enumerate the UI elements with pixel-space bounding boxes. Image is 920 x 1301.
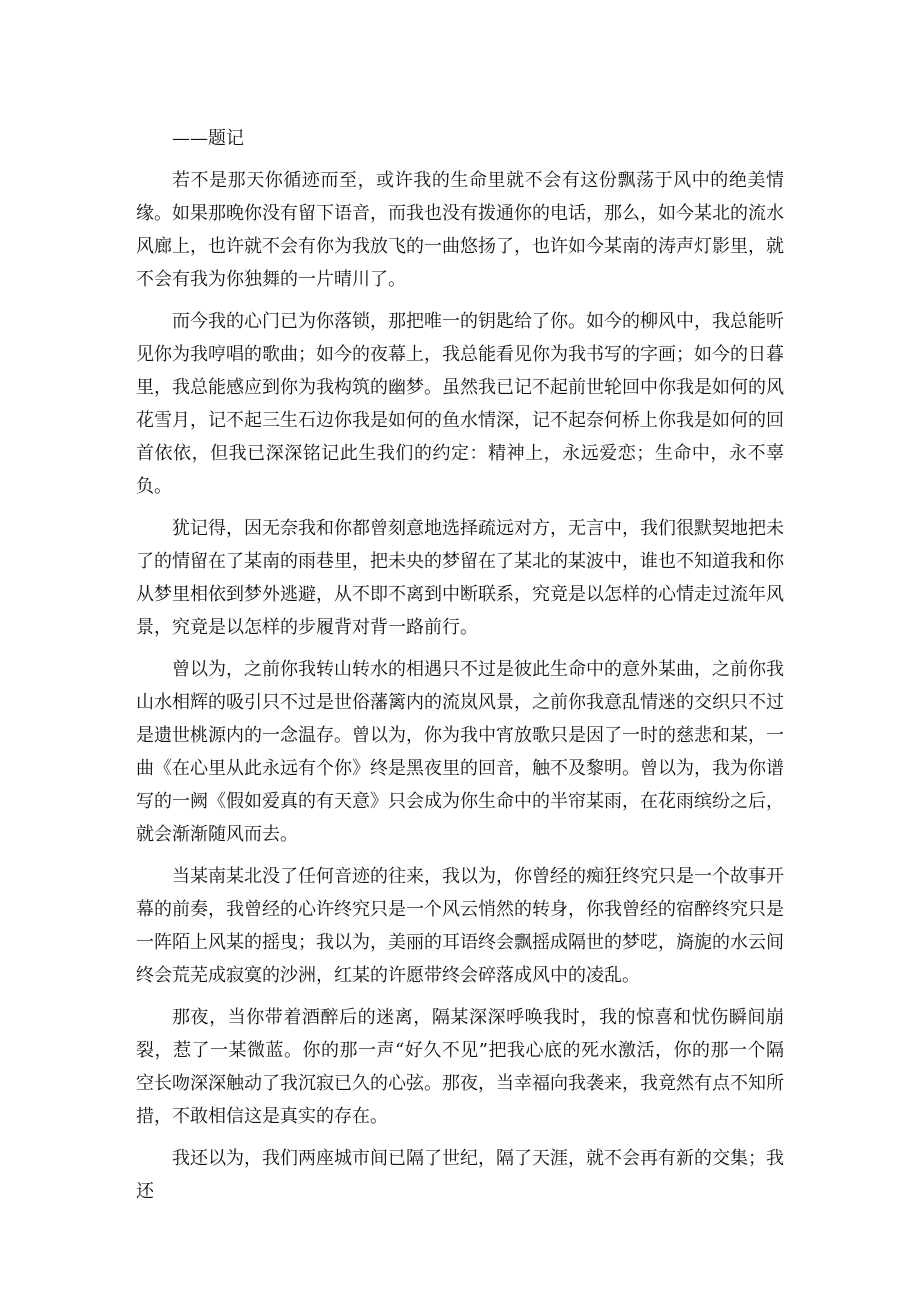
paragraph-4: 曾以为，之前你我转山转水的相遇只不过是彼此生命中的意外某曲，之前你我山水相辉的吸引只不过是世俗藩篱内的流岚风景，之前你我意乱情迷的交织只不过是遗世桃源内的一念温存。曾以为，你为我中宵放歌只是因了一时的慈悲和某，一曲《在心里从此永远有个你》终是黑夜里的回音，触不及黎明。曾以为，我为你谱写的一阙《假如爱真的有天意》只会成为你生命中的半帘某雨，在花雨缤纷之后，就会渐渐随风而去。 xyxy=(136,659,784,845)
paragraph-1: 若不是那天你循迹而至，或许我的生命里就不会有这份飘荡于风中的绝美情缘。如果那晚你没有留下语音，而我也没有拨通你的电话，那么，如今某北的流水风廊上，也许就不会有你为我放飞的一曲悠扬了，也许如今某南的涛声灯影里，就不会有我为你独舞的一片晴川了。 xyxy=(136,170,784,290)
paragraph-3: 犹记得，因无奈我和你都曾刻意地选择疏远对方，无言中，我们很默契地把未了的情留在了某南的雨巷里，把未央的梦留在了某北的某波中，谁也不知道我和你从梦里相依到梦外逃避，从不即不离到中断联系，究竟是以怎样的心情走过流年风景，究竟是以怎样的步履背对背一路前行。 xyxy=(136,518,784,638)
paragraph-6: 那夜，当你带着酒醉后的迷离，隔某深深呼唤我时，我的惊喜和忧伤瞬间崩裂，惹了一某微蓝。你的那一声“好久不见”把我心底的死水激活，你的那一个隔空长吻深深触动了我沉寂已久的心弦。那夜，当幸福向我袭来，我竟然有点不知所措，不敢相信这是真实的存在。 xyxy=(136,1007,784,1127)
epigraph: ——题记 xyxy=(172,128,244,149)
document-body xyxy=(136,122,784,1217)
paragraph-2: 而今我的心门已为你落锁，那把唯一的钥匙给了你。如今的柳风中，我总能听见你为我哼唱的歌曲；如今的夜幕上，我总能看见你为我书写的字画；如今的日暮里，我总能感应到你为我构筑的幽梦。虽然我已记不起前世轮回中你我是如何的风花雪月，记不起三生石边你我是如何的鱼水情深，记不起奈何桥上你我是如何的回首依依，但我已深深铭记此生我们的约定：精神上，永远爱恋；生命中，永不辜负。 xyxy=(136,311,784,497)
paragraph-5: 当某南某北没了任何音迹的往来，我以为，你曾经的痴狂终究只是一个故事开幕的前奏，我曾经的心许终究只是一个风云悄然的转身，你我曾经的宿醉终究只是一阵陌上风某的摇曳；我以为，美丽的耳语终会飘摇成隔世的梦呓，旖旎的水云间终会荒芜成寂寞的沙洲，红某的许愿带终会碎落成风中的凌乱。 xyxy=(136,866,784,986)
paragraph-7: 我还以为，我们两座城市间已隔了世纪，隔了天涯，就不会再有新的交集；我还 xyxy=(136,1148,784,1202)
